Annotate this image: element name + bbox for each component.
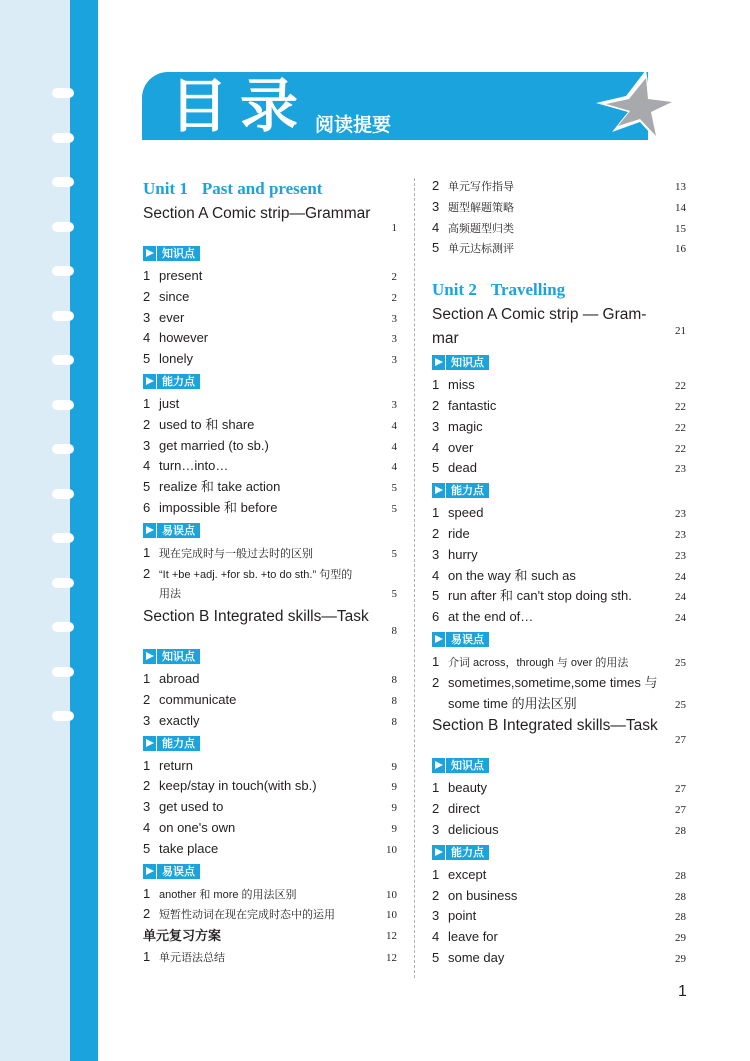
binder-ring <box>52 489 74 499</box>
play-icon <box>143 374 156 389</box>
error-tag: 易误点 <box>432 632 489 647</box>
play-icon <box>143 523 156 538</box>
binder-spine <box>0 0 70 1061</box>
binder-ring <box>52 578 74 588</box>
toc-entry[interactable]: 4 leave for 29 <box>432 929 686 945</box>
toc-entry[interactable]: 3 get married (to sb.) 4 <box>143 437 397 453</box>
toc-entry[interactable]: 2 used to 和 share 4 <box>143 416 397 432</box>
play-icon <box>143 736 156 751</box>
toc-entry[interactable]: 4 on the way 和 such as 24 <box>432 567 686 583</box>
ability-list <box>143 756 397 860</box>
unit-1-title: Unit 1 Past and present <box>143 179 323 198</box>
binder-ring <box>52 355 74 365</box>
toc-entry[interactable]: 3 magic 22 <box>432 418 686 434</box>
page-subtitle: 阅读提要 <box>315 114 392 136</box>
binder-ring <box>52 133 74 143</box>
knowledge-tag: 知识点 <box>143 246 200 261</box>
toc-entry[interactable]: 1 just 3 <box>143 395 397 411</box>
spine-edge <box>70 0 98 1061</box>
error-tag: 易误点 <box>143 864 200 879</box>
knowledge-list <box>432 778 686 840</box>
play-icon <box>143 246 156 261</box>
toc-entry[interactable]: 2 “It +be +adj. +for sb. +to do sth.” 句型的 <box>143 565 353 581</box>
play-icon <box>432 758 445 773</box>
binder-ring <box>52 667 74 677</box>
toc-entry[interactable]: 2 短暂性动词在现在完成时态中的运用 10 <box>143 906 397 922</box>
toc-entry[interactable]: 1 return 9 <box>143 757 397 773</box>
ability-list <box>143 394 397 519</box>
toc-entry[interactable]: 3 exactly 8 <box>143 712 397 728</box>
toc-entry[interactable]: 3 ever 3 <box>143 309 397 325</box>
knowledge-tag: 知识点 <box>432 355 489 370</box>
toc-entry[interactable]: 1 another 和 more 的用法区别 10 <box>143 885 397 901</box>
toc-entry[interactable]: 6 impossible 和 before 5 <box>143 499 397 515</box>
toc-entry[interactable]: 2 keep/stay in touch(with sb.) 9 <box>143 778 397 794</box>
binder-ring <box>52 444 74 454</box>
play-icon <box>143 864 156 879</box>
binder-ring <box>52 622 74 632</box>
toc-entry[interactable]: 4 however 3 <box>143 330 397 346</box>
ability-list <box>432 865 686 969</box>
page-title: 目录 <box>170 72 311 140</box>
star-icon <box>596 66 682 146</box>
toc-entry[interactable]: 1 speed 23 <box>432 505 686 521</box>
knowledge-list <box>143 669 397 731</box>
binder-ring <box>52 533 74 543</box>
unit1-section-a[interactable]: Section A Comic strip—Grammar 1 <box>143 205 397 234</box>
toc-entry[interactable]: 5 单元达标测评 16 <box>432 240 686 256</box>
toc-entry[interactable]: 2 direct 27 <box>432 801 686 817</box>
binder-ring <box>52 88 74 98</box>
unit2-section-b[interactable]: Section B Integrated skills—Task 27 <box>432 717 686 747</box>
toc-entry[interactable]: 5 lonely 3 <box>143 351 397 367</box>
toc-entry[interactable]: 2 on business 28 <box>432 887 686 903</box>
toc-entry[interactable]: 4 turn…into… 4 <box>143 458 397 474</box>
toc-entry[interactable]: 1 present 2 <box>143 268 397 283</box>
toc-entry[interactable]: 4 over 22 <box>432 439 686 455</box>
toc-entry[interactable]: 3 hurry 23 <box>432 546 686 562</box>
toc-entry[interactable]: 5 take place 10 <box>143 840 397 856</box>
knowledge-tag: 知识点 <box>143 649 200 664</box>
knowledge-list <box>432 375 686 479</box>
unit2-section-a[interactable]: Section A Comic strip — Gram- mar 21 <box>432 306 686 348</box>
toc-entry[interactable]: 5 run after 和 can't stop doing sth. 24 <box>432 588 686 604</box>
ability-list <box>432 503 686 628</box>
toc-entry[interactable]: 1 beauty 27 <box>432 780 686 796</box>
toc-entry[interactable]: 3 题型解题策略 14 <box>432 198 686 214</box>
knowledge-tag: 知识点 <box>432 758 489 773</box>
ability-tag: 能力点 <box>143 374 200 389</box>
toc-entry[interactable]: 6 at the end of… 24 <box>432 609 686 625</box>
play-icon <box>432 483 445 498</box>
play-icon <box>143 649 156 664</box>
play-icon <box>432 632 445 647</box>
binder-ring <box>52 311 74 321</box>
toc-entry[interactable]: 4 高频题型归类 15 <box>432 219 686 235</box>
toc-entry[interactable]: 1 except 28 <box>432 866 686 882</box>
toc-entry[interactable]: 2 单元写作指导 13 <box>432 178 686 193</box>
binder-ring <box>52 222 74 232</box>
error-list <box>143 884 397 926</box>
play-icon <box>432 845 445 860</box>
ability-tag: 能力点 <box>432 845 489 860</box>
unit-2-title: Unit 2 Travelling <box>432 280 566 300</box>
binder-ring <box>52 177 74 187</box>
play-icon <box>432 355 445 370</box>
binder-ring <box>52 266 74 276</box>
toc-entry[interactable]: 5 dead 23 <box>432 460 686 476</box>
toc-entry[interactable]: 2 sometimes,sometime,some times 与 <box>432 674 658 690</box>
review-list <box>432 176 686 259</box>
binder-ring <box>52 711 74 721</box>
toc-entry[interactable]: 1 abroad 8 <box>143 671 397 687</box>
column-divider <box>414 178 415 978</box>
toc-entry[interactable]: 2 communicate 8 <box>143 691 397 707</box>
toc-entry-continued[interactable]: 用法 5 <box>159 588 397 601</box>
toc-entry[interactable]: 3 get used to 9 <box>143 799 397 815</box>
knowledge-list <box>143 266 397 370</box>
toc-entry[interactable]: 1 单元语法总结 12 <box>143 949 397 965</box>
unit1-section-b[interactable]: Section B Integrated skills—Task 8 <box>143 608 397 638</box>
toc-left-column <box>143 176 397 968</box>
toc-entry[interactable]: 2 ride 23 <box>432 525 686 541</box>
toc-entry[interactable]: 2 fantastic 22 <box>432 397 686 413</box>
toc-entry[interactable]: 5 some day 29 <box>432 949 686 965</box>
toc-right-column <box>432 176 686 969</box>
ability-tag: 能力点 <box>143 736 200 751</box>
toc-entry[interactable]: 3 point 28 <box>432 908 686 924</box>
toc-entry[interactable]: 1 现在完成时与一般过去时的区别 5 <box>143 544 397 560</box>
ability-tag: 能力点 <box>432 483 489 498</box>
toc-entry[interactable]: 4 on one's own 9 <box>143 819 397 835</box>
toc-entry[interactable]: 1 miss 22 <box>432 377 686 393</box>
error-tag: 易误点 <box>143 523 200 538</box>
toc-entry[interactable]: 1 介词 across，through 与 over 的用法 25 <box>432 653 686 669</box>
toc-entry[interactable]: 3 delicious 28 <box>432 821 686 837</box>
toc-entry[interactable]: 5 realize 和 take action 5 <box>143 479 397 495</box>
binder-ring <box>52 400 74 410</box>
toc-entry[interactable]: 2 since 2 <box>143 288 397 304</box>
unit-review-heading[interactable]: 单元复习方案 12 <box>143 928 397 944</box>
page-number: 1 <box>678 983 687 1000</box>
toc-entry-continued[interactable]: some time 的用法区别 25 <box>448 695 686 711</box>
